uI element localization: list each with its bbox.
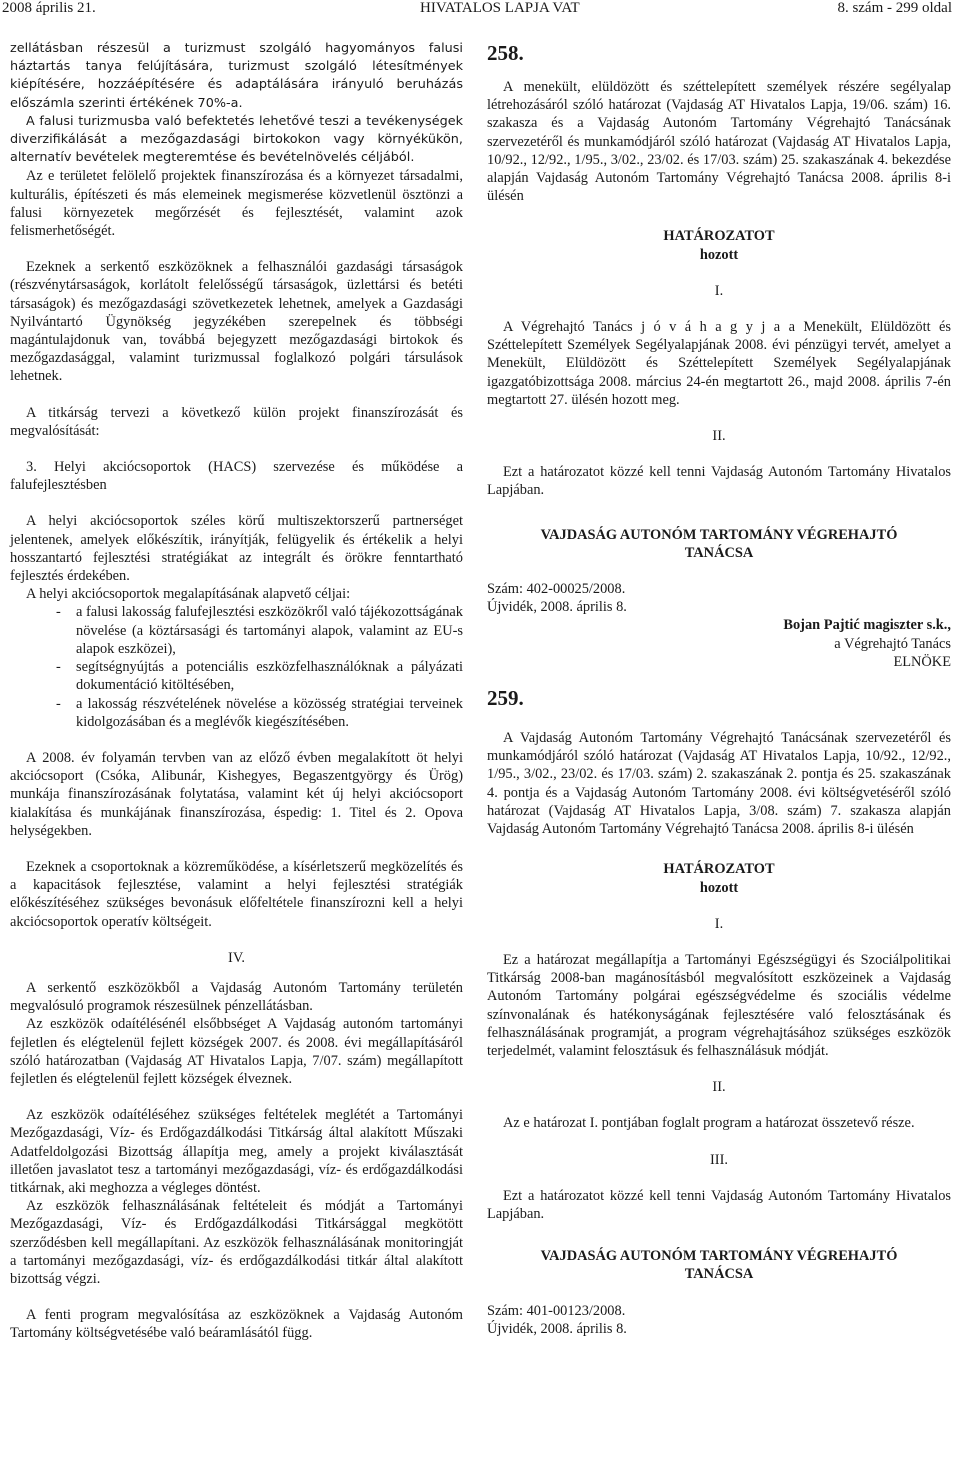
paragraph: Az e területet felölelő projektek finanszírozása és a környezet társadalmi, kulturális, építészeti és más elemeinek megismerése közvetlenül ösztönzi a falusi környezetek megőrzését és fejlesztését, valamint azok felismerhetőségét. [10,168,463,240]
paragraph: zellátásban részesül a turizmust szolgáló hagyományos falusi háztartás tanya felújítására, turizmust szolgáló létesítmények kiépítésére, hozzáépítésére és adaptálására irányuló beruházás előszámla szerinti értékének 70%-a. [10,41,463,111]
section-number: III. [710,1151,728,1168]
list-item: - a lakosság részvételének növelése a közösség stratégiai terveinek kidolgozásában és a meglévők kiegészítésében. [56,695,463,730]
signatory-role: a Végrehajtó Tanács [834,635,951,652]
paragraph: Az e határozat I. pontjában foglalt program a határozat összetevő része. [503,1115,915,1132]
header-date: 2008 április 21. [2,0,96,16]
council-name: VAJDASÁG AUTONÓM TARTOMÁNY VÉGREHAJTÓ [540,526,898,543]
section-number: I. [714,915,724,932]
list-dash: - [56,659,61,676]
decision-title: HATÁROZATOT [663,228,775,245]
paragraph: A helyi akciócsoportok megalapításának alapvető céljai: [26,586,351,603]
paragraph: Az eszközök felhasználásának feltételeit és módját a Tartományi Mezőgazdasági, Víz- és Erdőgazdálkodási Titkársággal megkötött szerződésben kell megállapítani. Az eszközök felhasználásának monitoringját a tartományi mezőgazdasági, víz- és erdőgazdálkodási titkár által alakított bizottság végzi. [10,1198,463,1287]
paragraph: Az eszközök odaítéléséhez szükséges feltételek meglétét a Tartományi Mezőgazdasági, Víz- és Erdőgazdálkodási Titkárság által alakított Műszaki Adatfeldolgozási Bizottság állapítja meg, amely a projekt kiválasztását illetően javaslatot tesz a tartományi mezőgazdasági, víz- és erdőgazdálkodási titkárnak, aki meghozza a végleges döntést. [10,1107,463,1196]
header-issue-page: 8. szám - 299 oldal [837,0,952,16]
section-number: II. [712,1079,726,1096]
signatory-title: ELNÖKE [893,653,951,670]
item-number-259: 259. [487,686,524,711]
paragraph: A menekült, elüldözött és széttelepített személyek részére segélyalap létrehozásáról szóló határozat (Vajdaság AT Hivatalos Lapja, 19/06. szám) 16. szakasza és a Vajdaság Autonóm Tartomány Végrehajtó Tanácsának szervezetéről és munkamódjáról szóló határozat (Vajdaság AT Hivatalos Lapja, 10/92., 12/92., 1/95., 3/02., 23/02. és 17/03. szám) 25. szakaszának 4. bekezdése alapján Vajdaság Autonóm Tartomány Végrehajtó Tanácsa 2008. április 8-i ülésén [487,79,951,205]
page-header [0,0,960,18]
goals-list [10,603,463,730]
council-name-cont: TANÁCSA [684,544,754,561]
paragraph: Ezeknek a serkentő eszközöknek a felhasználói gazdasági társaságok (részvénytársaságok, korlátolt felelősségű társaságok, üzlettársi és betéti társaságok) és mezőgazdasági szövetkezetek lehetnek, amelyek a Gazdasági Nyilvántartó Ügynökség jegyzékében szerepelnek és többségi magántulajdonuk van, továbbá bejegyzett mezőgazdasági birtokok és mezőgazdasággal, valamint turizmussal foglalkozó polgári társulások lehetnek. [10,259,463,385]
paragraph: Ezt a határozatot közzé kell tenni Vajdaság Autonóm Tartomány Hivatalos Lapjában. [487,1187,951,1222]
decision-title: HATÁROZATOT [663,861,775,878]
paragraph: A serkentő eszközökből a Vajdaság Autonóm Tartomány területén megvalósuló programok részesülnek pénzellátásban. [10,979,463,1015]
paragraph: Ezeknek a csoportoknak a közreműködése, a kísérletszerű megközelítés és a kapacitások fejlesztése, valamint a helyi fejlesztési stratégiák előkészítéséhez szükséges bevonásuk előfeltétele finanszírozni kell a helyi akciócsoportok operatív költségeit. [10,858,463,930]
paragraph: A Végrehajtó Tanács j ó v á h a g y j a a Menekült, Elüldözött és Széttelepített Személyek Segélyalapjának 2008. évi pénzügyi tervét, amelyet a Menekült, Elüldözött és Széttelepített Személyek Segélyalapjának igazgatóbizottsága 2008. március 24-én megtartott 26., majd 2008. április 7-én megtartott 27. ülésén hozott meg. [487,319,951,408]
decision-subtitle: hozott [699,246,739,263]
place-date: Újvidék, 2008. április 8. [487,599,627,616]
council-name-cont: TANÁCSA [684,1266,754,1283]
paragraph: A 2008. év folyamán tervben van az előző évben megalakított öt helyi akciócsoport (Csóka, Alibunár, Kishegyes, Begaszentgyörgy és Ürög) munkája finanszírozásának folytatása, valamint két új helyi akciócsoport kialakítása és munkájának finanszírozása, éspedig: 1. Titel és 2. Opova helységekben. [10,749,463,839]
decision-subtitle: hozott [699,879,739,896]
council-name: VAJDASÁG AUTONÓM TARTOMÁNY VÉGREHAJTÓ [540,1248,898,1265]
right-column [487,40,951,1475]
section-heading: 3. Helyi akciócsoportok (HACS) szervezése és működése a falufejlesztésben [10,459,463,494]
list-item: - segítségnyújtás a potenciális eszközfelhasználóknak a pályázati dokumentáció kitöltésében, [56,659,463,694]
paragraph: A fenti program megvalósítása az eszközöknek a Vajdaság Autonóm Tartomány költségvetésébe való beáramlásától függ. [10,1307,463,1342]
paragraph: A Vajdaság Autonóm Tartomány Végrehajtó Tanácsának szervezetéről és munkamódjáról szóló határozat (Vajdaság AT Hivatalos Lapja, 10/92., 12/92., 1/95., 3/02., 23/02. és 17/03. szám) 2. szakaszának 2. pontja és 25. szakaszának 4. pontja és a Vajdaság Autonóm Tartomány 2008. évi költségvetéséről szóló határozat (Vajdaság AT Hivatalos Lapja, 3/08. szám) 7. szakasza alapján Vajdaság Autonóm Tartomány Végrehajtó Tanácsa 2008. április 8-i ülésén [487,730,951,838]
list-dash: - [56,695,61,712]
section-number: I. [714,282,724,299]
paragraph: A falusi turizmusba való befektetés lehetővé teszi a tevékenységek diverzifikálását a mezőgazdasági birtokokon vagy környékükön, alternatív bevételek megteremtése és bevételnövelés céljából. [10,113,463,166]
place-date: Újvidék, 2008. április 8. [487,1320,627,1337]
paragraph: Ez a határozat megállapítja a Tartományi Egészségügyi és Szociálpolitikai Titkárság 2008-ban magánosításból megvalósított eszközeinek a Vajdaság Autonóm Tartomány polgárai egészségvédelme és szociális védelme színvonalának és hatékonyságának fejlesztésére való felosztásának és felhasználásának programját, a program végrehajtásához szükséges eszközök terjedelmét, valamint felosztásuk és felhasználásuk módját. [487,951,951,1059]
signatory-name: Bojan Pajtić magiszter s.k., [783,617,951,634]
paragraph: Ezt a határozatot közzé kell tenni Vajdaság Autonóm Tartomány Hivatalos Lapjában. [487,464,951,499]
section-number: IV. [228,949,245,966]
list-dash: - [56,604,61,621]
reference-number: Szám: 402-00025/2008. [487,581,626,598]
item-number-258: 258. [487,41,524,65]
left-column [10,40,463,1475]
paragraph: A titkárság tervezi a következő külön projekt finanszírozását és megvalósítását: [10,404,463,439]
reference-number: Szám: 401-00123/2008. [487,1302,626,1319]
header-publication: HIVATALOS LAPJA VAT [420,0,580,16]
list-item: - a falusi lakosság falufejlesztési eszközökről való tájékozottságának növelése (a köztársasági és tartományi alapok, valamint az EU-s alapok eszközei), [56,604,463,657]
paragraph: A helyi akciócsoportok széles körű multiszektorszerű partnerséget jelentenek, amelyek előkészítik, irányítják, felügyelik és értékelik a helyi hosszantartó fejlesztési stratégiákat az integrált és örökre fenntartható fejlesztés érdekében. [10,513,463,585]
paragraph: Az eszközök odaítélésénél elsőbbséget A Vajdaság autonóm tartományi fejletlen és elégtelenül fejlett községek 2007. és 2008. évi megállapításáról szóló határozatban (Vajdaság AT Hivatalos Lapja, 7/07. szám) megállapított fejletlen és elégtelenül fejlett községek élveznek. [10,1016,463,1087]
section-number: II. [712,428,726,445]
